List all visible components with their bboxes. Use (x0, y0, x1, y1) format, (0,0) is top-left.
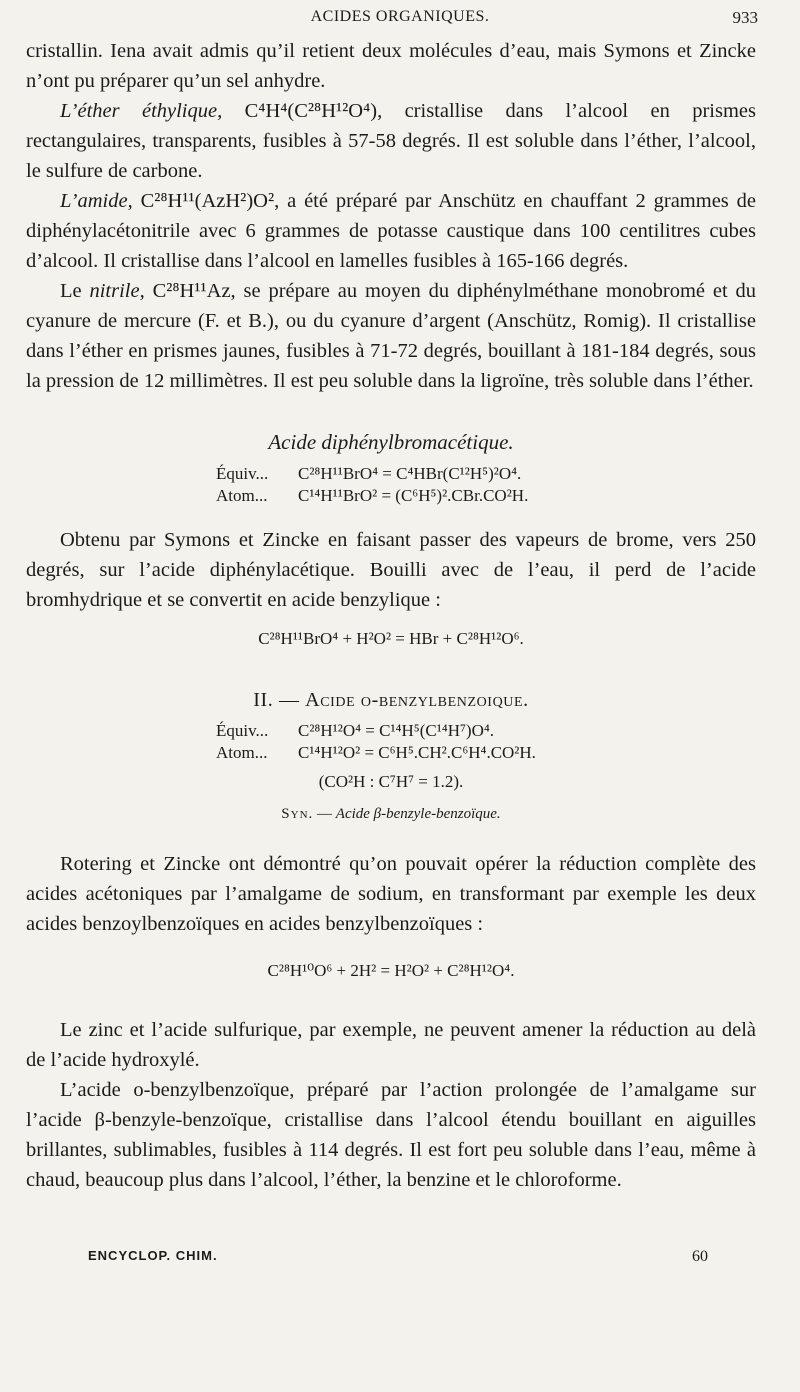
atom-label: Atom... (216, 486, 268, 505)
footer-signature: ENCYCLOP. CHIM. (88, 1248, 218, 1263)
paragraph-ether (26, 96, 756, 186)
paragraph-properties: L’acide o-benzylbenzoïque, préparé par l’action prolongée de l’amalgame sur l’acide β-benzyle-benzoïque, cristallise dans l’alcool étendu bouillant en aiguilles brillantes, sublimables, fusibles à 114 degrés. Il est fort peu soluble dans l’eau, même à chaud, beaucoup plus dans l’alcool, l’éther, la benzine et le chloroforme. (26, 1079, 756, 1191)
amide-text: a été préparé par Anschütz en chauffant 2 grammes de diphénylacétonitrile avec 6 grammes de potasse caustique dans 100 centilitres cubes d’alcool. Il cristallise dans l’alcool en lamelles fusibles à 165-166 degrés. (26, 190, 756, 272)
atom-formula-row (216, 485, 756, 507)
equiv-formula-row (216, 720, 756, 742)
ether-formula: C⁴H⁴(C²⁸H¹²O⁴), (244, 100, 383, 122)
ether-text: cristallise dans l’alcool en prismes rectangulaires, transparents, fusibles à 57-58 degrés. Il est soluble dans l’éther, l’alcool, le sulfure de carbone. (26, 100, 756, 182)
equiv-formula: C²⁸H¹¹BrO⁴ = C⁴HBr(C¹²H⁵)²O⁴. (298, 464, 522, 483)
atom-formula-row (216, 742, 756, 764)
paragraph-obtention: Obtenu par Symons et Zincke en faisant passer des vapeurs de brome, vers 250 degrés, sur l’acide diphénylacétique. Bouilli avec de l’eau, il perd de l’acide bromhydrique et se convertit en acide benzylique : (26, 529, 756, 611)
page-body (26, 36, 756, 1195)
equiv-formula: C²⁸H¹²O⁴ = C¹⁴H⁵(C¹⁴H⁷)O⁴. (298, 721, 495, 740)
section-name: Acide o-benzylbenzoique. (305, 689, 529, 711)
paragraph-amide (26, 186, 756, 276)
atom-label: Atom... (216, 743, 268, 762)
nitrile-term: nitrile, (89, 280, 145, 302)
equiv-formula-row (216, 463, 756, 485)
equation-reduction: C²⁸H¹⁰O⁶ + 2H² = H²O² + C²⁸H¹²O⁴. (267, 961, 515, 980)
section-title-bromacetique: Acide diphénylbromacétique. (268, 430, 514, 454)
page-header (0, 4, 800, 34)
amide-formula: C²⁸H¹¹(AzH²)O², (140, 190, 280, 212)
equiv-label: Équiv... (216, 464, 269, 483)
synonym-dash: — (313, 806, 336, 822)
ether-term: L’éther éthylique, (60, 100, 223, 122)
equation-benzylique: C²⁸H¹¹BrO⁴ + H²O² = HBr + C²⁸H¹²O⁶. (258, 629, 524, 648)
position-ratio: (CO²H : C⁷H⁷ = 1.2). (318, 772, 464, 791)
signature-number: 60 (692, 1248, 708, 1265)
atom-formula: C¹⁴H¹¹BrO² = (C⁶H⁵)².CBr.CO²H. (298, 486, 529, 505)
synonym-value: Acide β-benzyle-benzoïque. (335, 806, 501, 822)
nitrile-lead: Le (60, 280, 90, 302)
equiv-label: Équiv... (216, 721, 269, 740)
paragraph-zinc: Le zinc et l’acide sulfurique, par exemple, ne peuvent amener la réduction au delà de l’acide hydroxylé. (26, 1019, 756, 1071)
paragraph-continuation: cristallin. Iena avait admis qu’il retient deux molécules d’eau, mais Symons et Zincke n’ont pu préparer qu’un sel anhydre. (26, 40, 756, 92)
page-footer (88, 1248, 708, 1270)
section-numeral: II. — (253, 689, 306, 711)
formula-block-bromacetique (216, 463, 756, 507)
synonym-label: Syn. (281, 806, 314, 822)
formula-block-benzylbenzoique (216, 720, 756, 764)
section-title-benzylbenzoique (26, 689, 756, 712)
amide-term: L’amide, (60, 190, 133, 212)
atom-formula: C¹⁴H¹²O² = C⁶H⁵.CH².C⁶H⁴.CO²H. (298, 743, 536, 762)
page-number: 933 (732, 8, 758, 27)
running-title: ACIDES ORGANIQUES. (310, 8, 490, 25)
paragraph-nitrile (26, 276, 756, 396)
synonym-line (26, 806, 756, 823)
nitrile-formula: C²⁸H¹¹Az, (152, 280, 236, 302)
nitrile-text: se prépare au moyen du diphénylméthane monobromé et du cyanure de mercure (F. et B.), ou du cyanure d’argent (Anschütz, Romig). Il cristallise dans l’éther en prismes jaunes, fusibles à 71-72 degrés, bouillant à 181-184 degrés, sous la pression de 12 millimètres. Il est peu soluble dans la ligroïne, très soluble dans l’éther. (26, 280, 757, 392)
paragraph-reduction: Rotering et Zincke ont démontré qu’on pouvait opérer la réduction complète des acides acétoniques par l’amalgame de sodium, en transformant par exemple les deux acides benzoylbenzoïques en acides benzylbenzoïques : (26, 853, 756, 935)
